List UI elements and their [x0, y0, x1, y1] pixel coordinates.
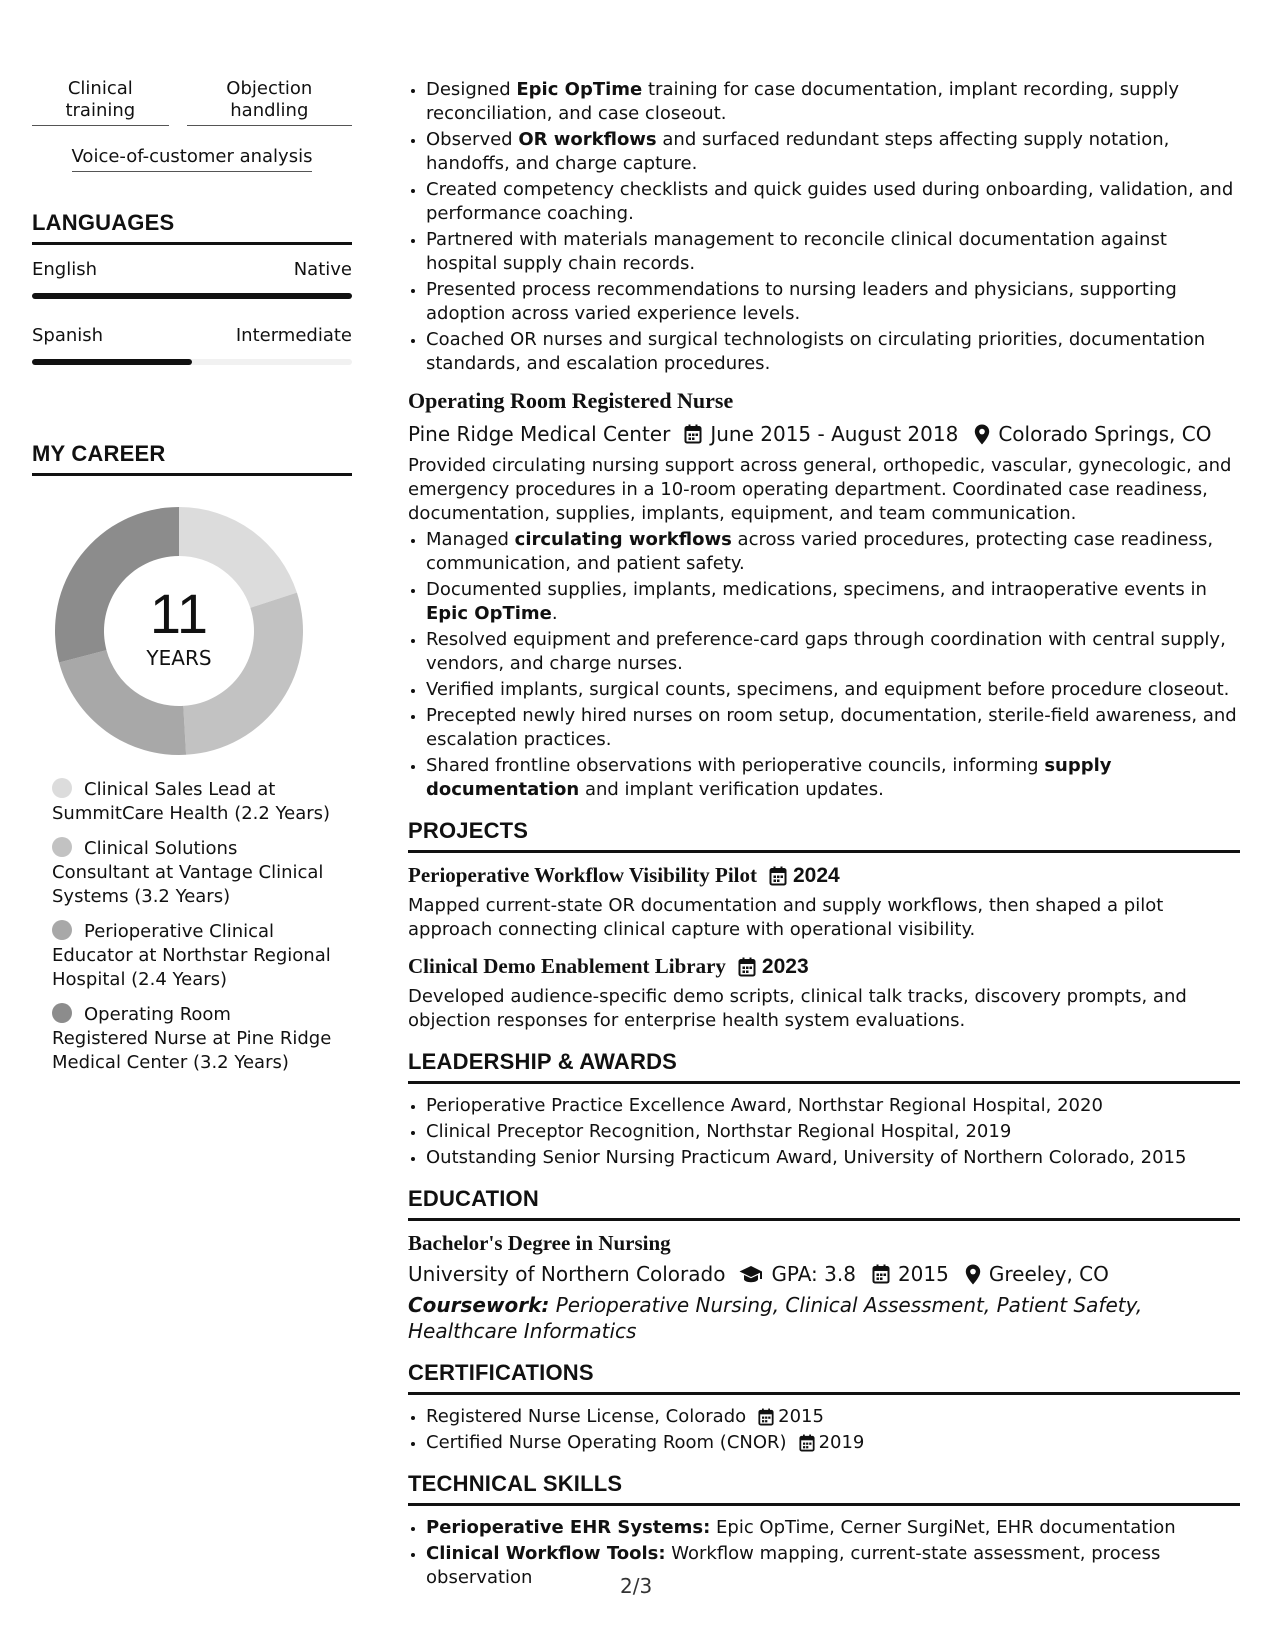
career-donut-chart [54, 506, 304, 756]
calendar-icon [769, 866, 787, 886]
project-title: Clinical Demo Enablement Library [408, 954, 726, 978]
legend-dot-icon [52, 778, 72, 798]
calendar-icon [872, 1264, 890, 1284]
technical-skill-item: • Perioperative EHR Systems: Epic OpTime, Cerner SurgiNet, EHR documentation [426, 1516, 1240, 1540]
bullet-item: • Observed OR workflows and surfaced redundant steps affecting supply notation, handoffs, and charge capture. [426, 128, 1240, 176]
bullet-item: • Precepted newly hired nurses on room setup, documentation, sterile-field awareness, and escalation practices. [426, 704, 1240, 752]
award-item: • Perioperative Practice Excellence Award, Northstar Regional Hospital, 2020 [426, 1094, 1240, 1118]
left-column [32, 78, 352, 1086]
language-level: Native [293, 259, 352, 280]
technical-skill-item: • Clinical Workflow Tools: Workflow mapping, current-state assessment, process observation [426, 1542, 1240, 1590]
bullet-item: • Partnered with materials management to reconcile clinical documentation against hospital supply chain records. [426, 228, 1240, 276]
job-entry [408, 388, 1240, 802]
project-year: 2024 [793, 863, 840, 887]
section-heading: CERTIFICATIONS [408, 1360, 1240, 1395]
bullet-item: • Resolved equipment and preference-card gaps through coordination with central supply, vendors, and charge nurses. [426, 628, 1240, 676]
gpa: GPA: 3.8 [771, 1262, 856, 1286]
technical-skills-section [408, 1471, 1240, 1590]
bullet-item: • Created competency checklists and quick guides used during onboarding, validation, and performance coaching. [426, 178, 1240, 226]
job-title: Operating Room Registered Nurse [408, 388, 734, 413]
bullet-item: • Coached OR nurses and surgical technologists on circulating priorities, documentation standards, and escalation procedures. [426, 328, 1240, 376]
languages-section [32, 210, 352, 365]
project-item [408, 954, 1240, 1033]
calendar-icon [738, 957, 756, 977]
bullet-item: • Documented supplies, implants, medications, specimens, and intraoperative events in Epic OpTime. [426, 578, 1240, 626]
project-year: 2023 [761, 954, 809, 978]
calendar-icon [758, 1408, 774, 1426]
right-column [408, 78, 1240, 1592]
career-legend-item: Operating Room Registered Nurse at Pine Ridge Medical Center (3.2 Years) [52, 1004, 332, 1073]
project-title: Perioperative Workflow Visibility Pilot [408, 863, 757, 887]
education-section [408, 1186, 1240, 1344]
bullet-item: • Managed circulating workflows across varied procedures, protecting case readiness, communication, and patient safety. [426, 528, 1240, 576]
career-legend [32, 778, 352, 1075]
skill-tag: Clinical training [32, 78, 169, 126]
bullet-item: • Shared frontline observations with perioperative councils, informing supply documentation and implant verification updates. [426, 754, 1240, 802]
job-bullets [408, 528, 1240, 802]
language-level: Intermediate [235, 325, 352, 346]
bullet-item: • Designed Epic OpTime training for case documentation, implant recording, supply reconciliation, and case closeout. [426, 78, 1240, 126]
project-description: Mapped current-state OR documentation and supply workflows, then shaped a pilot approach connecting clinical capture with operational visibility. [408, 895, 1164, 940]
certification-item: • Certified Nurse Operating Room (CNOR) 2019 [426, 1431, 1240, 1455]
coursework [408, 1292, 1240, 1344]
job-meta [408, 422, 1240, 446]
language-item [32, 325, 352, 365]
legend-dot-icon [52, 920, 72, 940]
language-bar [32, 293, 352, 299]
calendar-icon [799, 1434, 815, 1452]
career-years-label: YEARS [146, 646, 212, 670]
language-bar-fill [32, 293, 352, 299]
certifications-section [408, 1360, 1240, 1455]
school-name: University of Northern Colorado [408, 1262, 726, 1286]
section-heading: TECHNICAL SKILLS [408, 1471, 1240, 1506]
project-item [408, 863, 1240, 942]
page-number: 2/3 [620, 1574, 653, 1598]
section-heading: PROJECTS [408, 818, 1240, 853]
previous-job-bullets [408, 78, 1240, 376]
language-bar [32, 359, 352, 365]
language-name: Spanish [32, 325, 104, 346]
job-dates: June 2015 - August 2018 [710, 422, 959, 446]
career-legend-item: Clinical Sales Lead at SummitCare Health (2.2 Years) [52, 779, 331, 824]
legend-dot-icon [52, 837, 72, 857]
degree-title: Bachelor's Degree in Nursing [408, 1231, 671, 1255]
projects-section [408, 818, 1240, 1033]
language-bar-fill [32, 359, 192, 365]
award-item: • Clinical Preceptor Recognition, Northstar Regional Hospital, 2019 [426, 1120, 1240, 1144]
project-description: Developed audience-specific demo scripts, clinical talk tracks, discovery prompts, and objection responses for enterprise health system evaluations. [408, 986, 1187, 1031]
award-item: • Outstanding Senior Nursing Practicum Award, University of Northern Colorado, 2015 [426, 1146, 1240, 1170]
coursework-list: Perioperative Nursing, Clinical Assessment, Patient Safety, Healthcare Informatics [408, 1293, 1143, 1343]
legend-dot-icon [52, 1003, 72, 1023]
certification-item: • Registered Nurse License, Colorado 2015 [426, 1405, 1240, 1429]
bullet-item: • Verified implants, surgical counts, specimens, and equipment before procedure closeout. [426, 678, 1240, 702]
skill-tags [32, 78, 352, 172]
section-heading: LANGUAGES [32, 210, 352, 245]
section-heading: EDUCATION [408, 1186, 1240, 1221]
section-heading: MY CAREER [32, 441, 352, 476]
graduation-year: 2015 [897, 1262, 949, 1286]
skill-tag: Objection handling [187, 78, 352, 126]
career-legend-item: Perioperative Clinical Educator at Northstar Regional Hospital (2.4 Years) [52, 921, 331, 990]
career-section [32, 441, 352, 1075]
language-item [32, 259, 352, 299]
job-description: Provided circulating nursing support across general, orthopedic, vascular, gynecologic, and emergency procedures in a 10-room operating department. Coordinated case readiness, documentation, supplies, implants, equipment, and team communication. [408, 455, 1232, 524]
language-name: English [32, 259, 97, 280]
career-legend-item: Clinical Solutions Consultant at Vantage Clinical Systems (3.2 Years) [52, 838, 324, 907]
section-heading: LEADERSHIP & AWARDS [408, 1049, 1240, 1084]
coursework-label: Coursework: [408, 1293, 550, 1317]
graduation-cap-icon [739, 1265, 763, 1283]
calendar-icon [684, 424, 702, 444]
school-location: Greeley, CO [988, 1262, 1109, 1286]
career-total-years: 11 [149, 582, 209, 645]
location-pin-icon [965, 1264, 981, 1285]
awards-section [408, 1049, 1240, 1170]
skill-tag: Voice-of-customer analysis [72, 146, 313, 172]
education-meta [408, 1262, 1240, 1286]
bullet-item: • Presented process recommendations to nursing leaders and physicians, supporting adoption across varied experience levels. [426, 278, 1240, 326]
job-company: Pine Ridge Medical Center [408, 422, 671, 446]
job-location: Colorado Springs, CO [998, 422, 1212, 446]
location-pin-icon [974, 424, 990, 445]
